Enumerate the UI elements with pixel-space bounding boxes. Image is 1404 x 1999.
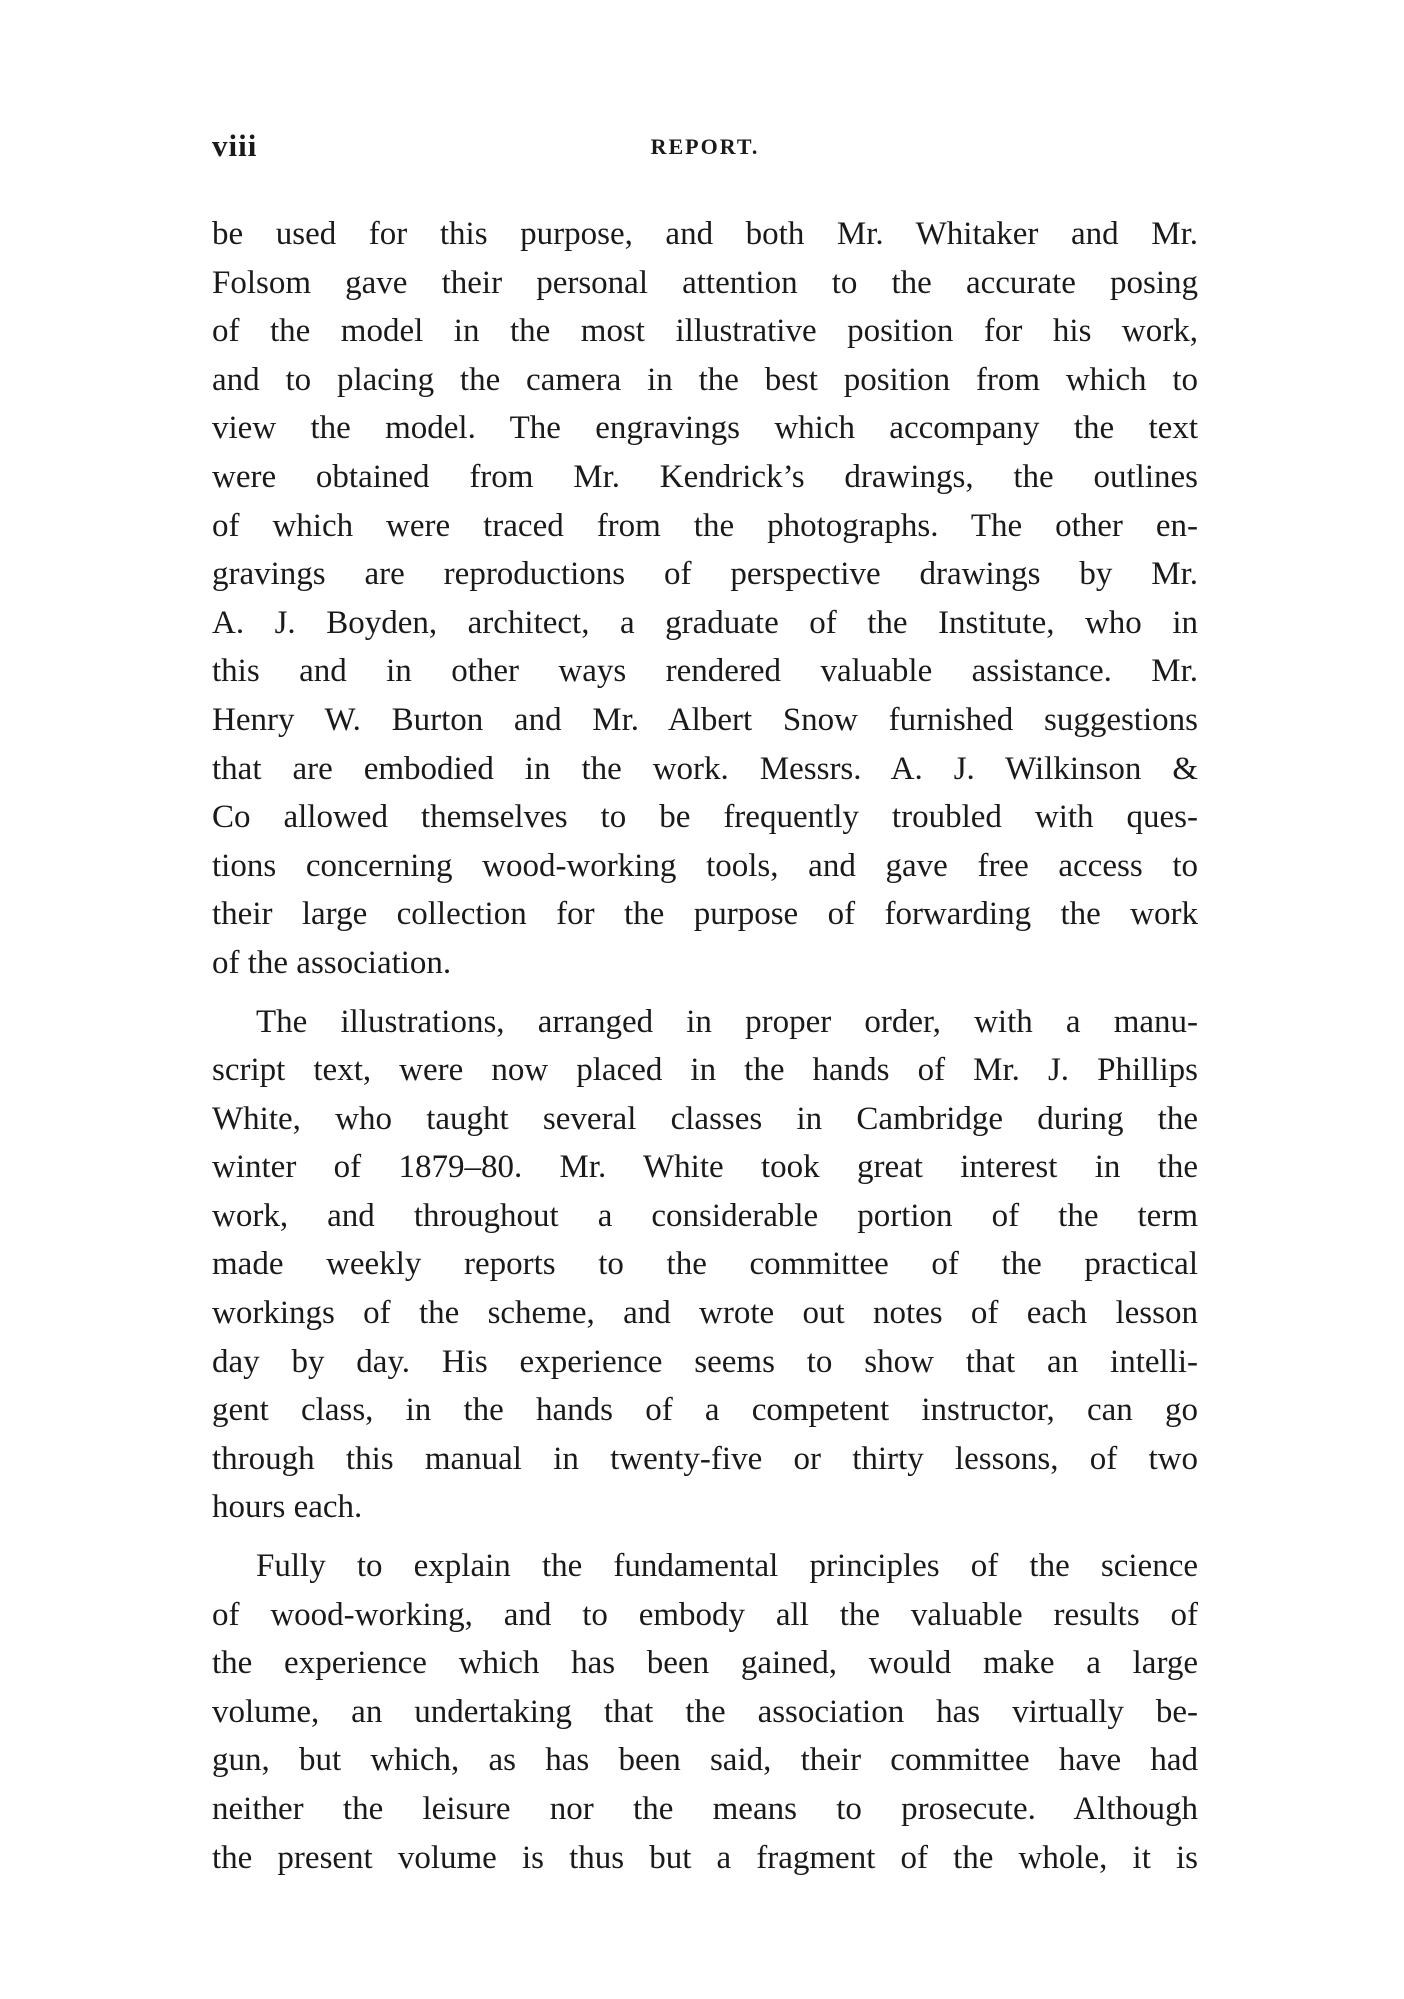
- text-line: gent class, in the hands of a competent instructor, can go: [212, 1392, 1198, 1429]
- text-line: of which were traced from the photographs. The other en-: [212, 507, 1198, 544]
- text-line: made weekly reports to the committee of the practical: [212, 1246, 1198, 1283]
- text-line: winter of 1879–80. Mr. White took great interest in the: [212, 1149, 1198, 1186]
- text-line: White, who taught several classes in Cambridge during the: [212, 1100, 1198, 1137]
- paragraph-2: [212, 998, 1198, 1533]
- text-line: Henry W. Burton and Mr. Albert Snow furnished suggestions: [212, 701, 1198, 738]
- text-line: the experience which has been gained, would make a large: [212, 1645, 1198, 1682]
- text-line: hours each.: [212, 1489, 363, 1526]
- text-line: were obtained from Mr. Kendrick’s drawings, the outlines: [212, 458, 1198, 495]
- text-line: A. J. Boyden, architect, a graduate of the Institute, who in: [212, 604, 1198, 641]
- text-line: view the model. The engravings which accompany the text: [212, 410, 1198, 447]
- text-line: the present volume is thus but a fragment of the whole, it is: [212, 1839, 1198, 1876]
- text-line: of the model in the most illustrative position for his work,: [212, 313, 1198, 350]
- page-number: viii: [212, 128, 258, 163]
- text-line: tions concerning wood-working tools, and gave free access to: [212, 847, 1198, 884]
- text-line: neither the leisure nor the means to prosecute. Although: [212, 1791, 1198, 1827]
- text-line: through this manual in twenty-five or thirty lessons, of two: [212, 1440, 1198, 1477]
- paragraph-3: [212, 1542, 1198, 1882]
- text-line: workings of the scheme, and wrote out notes of each lesson: [212, 1295, 1198, 1332]
- text-line: of the association.: [212, 944, 452, 981]
- text-line: and to placing the camera in the best position from which to: [212, 361, 1198, 398]
- text-line: volume, an undertaking that the association has virtually be-: [212, 1693, 1198, 1730]
- text-line: this and in other ways rendered valuable assistance. Mr.: [212, 653, 1198, 690]
- text-line: script text, were now placed in the hands of Mr. J. Phillips: [212, 1052, 1198, 1089]
- text-line: that are embodied in the work. Messrs. A. J. Wilkinson &: [212, 750, 1198, 787]
- paragraph-1: [212, 210, 1198, 988]
- body-text: [212, 210, 1198, 1892]
- text-line: their large collection for the purpose of forwarding the work: [212, 896, 1198, 933]
- text-line: Fully to explain the fundamental principles of the science: [256, 1548, 1198, 1585]
- text-line: day by day. His experience seems to show that an intelli-: [212, 1343, 1198, 1380]
- text-line: Co allowed themselves to be frequently troubled with ques-: [212, 799, 1198, 836]
- running-title: REPORT.: [650, 134, 760, 159]
- text-line: gun, but which, as has been said, their committee have had: [212, 1742, 1198, 1779]
- running-head: [212, 128, 1198, 168]
- text-line: be used for this purpose, and both Mr. Whitaker and Mr.: [212, 216, 1198, 252]
- text-line: The illustrations, arranged in proper order, with a manu-: [256, 1003, 1198, 1040]
- text-line: of wood-working, and to embody all the valuable results of: [212, 1596, 1198, 1633]
- text-line: gravings are reproductions of perspective drawings by Mr.: [212, 556, 1198, 593]
- text-line: work, and throughout a considerable portion of the term: [212, 1197, 1198, 1234]
- text-line: Folsom gave their personal attention to the accurate posing: [212, 264, 1198, 301]
